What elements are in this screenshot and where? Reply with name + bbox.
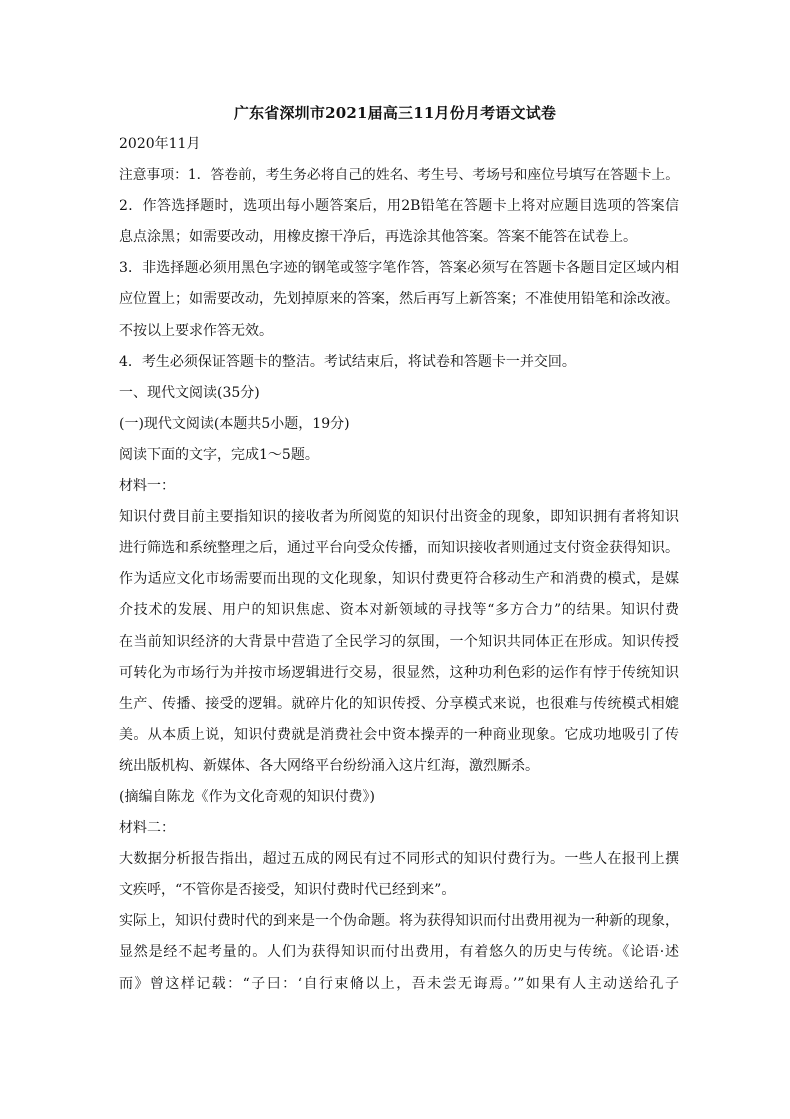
reading-instruction: 阅读下面的文字，完成1～5题。 bbox=[119, 446, 319, 463]
notice-item-3-line-3: 不按以上要求作答无效。 bbox=[119, 322, 273, 339]
notice-item-4: 4．考生必须保证答题卡的整洁。考试结束后，将试卷和答题卡一并交回。 bbox=[119, 353, 576, 370]
material-one-label: 材料一： bbox=[119, 478, 175, 495]
notice-item-2-line-2: 息点涂黑；如需要改动，用橡皮擦干净后，再选涂其他答案。答案不能答在试卷上。 bbox=[119, 229, 637, 246]
material-one-line: 可转化为市场行为并按市场逻辑进行交易，很显然，这种功利色彩的运作有悖于传统知识 bbox=[119, 664, 679, 681]
material-two-label: 材料二： bbox=[119, 820, 175, 837]
material-one-source: (摘编自陈龙《作为文化奇观的知识付费》) bbox=[119, 788, 375, 805]
material-one-line: 在当前知识经济的大背景中营造了全民学习的氛围，一个知识共同体正在形成。知识传授 bbox=[119, 633, 679, 650]
subsection-heading: (一)现代文阅读(本题共5小题，19分) bbox=[119, 415, 350, 432]
material-two-line: 实际上，知识付费时代的到来是一个伪命题。将为获得知识而付出费用视为一种新的现象， bbox=[119, 913, 679, 930]
material-two-line: 大数据分析报告指出，超过五成的网民有过不同形式的知识付费行为。一些人在报刊上撰 bbox=[119, 851, 679, 868]
material-one-line: 作为适应文化市场需要而出现的文化现象，知识付费更符合移动生产和消费的模式，是媒 bbox=[119, 571, 679, 588]
material-one-line: 知识付费目前主要指知识的接收者为所阅览的知识付出资金的现象，即知识拥有者将知识 bbox=[119, 509, 679, 526]
material-one-line: 生产、传播、接受的逻辑。就碎片化的知识传授、分享模式来说，也很难与传统模式相媲 bbox=[119, 695, 679, 712]
document-body bbox=[119, 133, 679, 1004]
material-one-line: 进行筛选和系统整理之后，通过平台向受众传播，而知识接收者则通过支付资金获得知识。 bbox=[119, 540, 679, 557]
material-one-line: 统出版机构、新媒体、各大网络平台纷纷涌入这片红海，激烈厮杀。 bbox=[119, 757, 539, 774]
notice-item-3-line-2: 应位置上；如需要改动，先划掉原来的答案，然后再写上新答案；不准使用铅笔和涂改液。 bbox=[119, 291, 679, 308]
notice-item-3-line-1: 3．非选择题必须用黑色字迹的钢笔或签字笔作答，答案必须写在答题卡各题目定区域内相 bbox=[119, 260, 679, 277]
material-two-line: 显然是经不起考量的。人们为获得知识而付出费用，有着悠久的历史与传统。《论语·述 bbox=[119, 944, 679, 961]
material-two-line: 而》曾这样记载：“子曰：‘自行束脩以上，吾未尝无诲焉。’”如果有人主动送给孔子 bbox=[119, 975, 679, 992]
exam-date: 2020年11月 bbox=[119, 136, 201, 152]
notice-item-2-line-1: 2．作答选择题时，选项出每小题答案后，用2B铅笔在答题卡上将对应题目选项的答案信 bbox=[119, 198, 679, 215]
notice-item-1: 注意事项：1．答卷前，考生务必将自己的姓名、考生号、考场号和座位号填写在答题卡上。 bbox=[119, 167, 679, 184]
material-one-line: 美。从本质上说，知识付费就是消费社会中资本操弄的一种商业现象。它成功地吸引了传 bbox=[119, 726, 679, 743]
document-title: 广东省深圳市2021届高三11月份月考语文试卷 bbox=[233, 104, 557, 122]
material-one-line: 介技术的发展、用户的知识焦虑、资本对新领域的寻找等“多方合力”的结果。知识付费 bbox=[119, 602, 679, 619]
section-heading: 一、现代文阅读(35分) bbox=[119, 384, 260, 401]
material-two-line: 文疾呼，“不管你是否接受，知识付费时代已经到来”。 bbox=[119, 882, 456, 899]
